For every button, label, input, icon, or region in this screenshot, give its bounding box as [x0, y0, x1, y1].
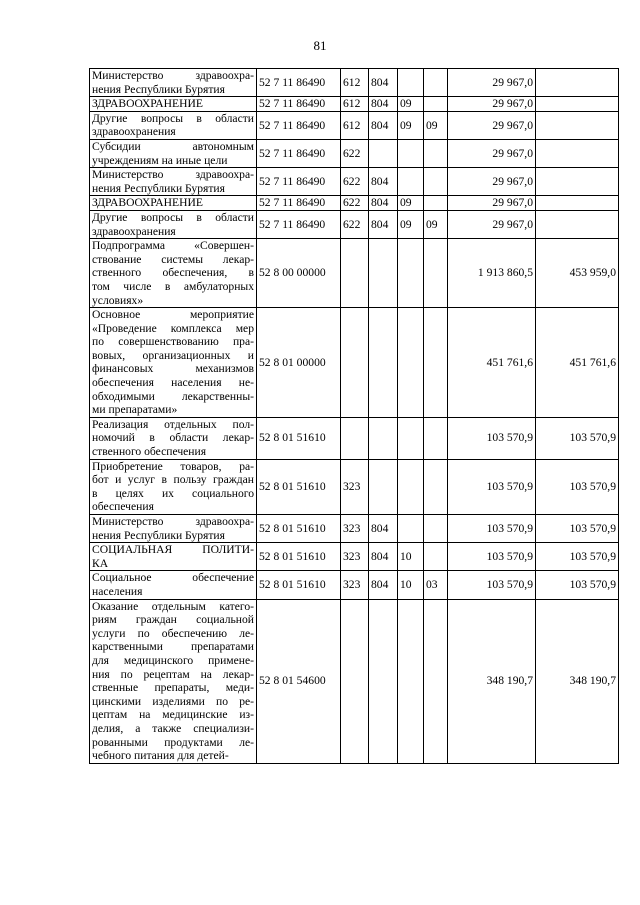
- ministry-code-cell: 804: [369, 97, 398, 112]
- item-name-line: нения Республики Бурятия: [92, 528, 225, 542]
- item-name-line: делия, а также специализи-: [92, 721, 254, 735]
- amount-1-cell: 103 570,9: [448, 571, 536, 599]
- expense-type-cell: [341, 308, 369, 418]
- subsection-cell: [424, 599, 448, 763]
- item-name-line: Министерство здравоохра-: [92, 168, 254, 182]
- ministry-code-cell: 804: [369, 196, 398, 211]
- item-name-line: том числе в амбулаторных: [92, 279, 254, 293]
- subsection-cell: [424, 168, 448, 196]
- item-name-line: ЗДРАВООХРАНЕНИЕ: [92, 97, 203, 111]
- amount-2-cell: 453 959,0: [536, 239, 619, 308]
- section-cell: 09: [398, 210, 424, 238]
- item-name-line: Основное мероприятие: [92, 308, 254, 322]
- target-article-cell: 52 7 11 86490: [257, 69, 341, 97]
- expense-type-cell: 612: [341, 111, 369, 139]
- amount-1-cell: 1 913 860,5: [448, 239, 536, 308]
- target-article-cell: 52 7 11 86490: [257, 97, 341, 112]
- amount-2-cell: 348 190,7: [536, 599, 619, 763]
- amount-2-cell: 103 570,9: [536, 543, 619, 571]
- item-name-cell: [90, 239, 257, 308]
- item-name-line: бот и услуг в пользу граждан: [92, 473, 254, 487]
- expense-type-cell: 622: [341, 210, 369, 238]
- table-row: [90, 571, 619, 599]
- amount-1-cell: 103 570,9: [448, 515, 536, 543]
- item-name-line: Другие вопросы в области: [92, 111, 254, 125]
- amount-1-cell: 29 967,0: [448, 139, 536, 167]
- subsection-cell: [424, 196, 448, 211]
- item-name-line: населения: [92, 584, 143, 598]
- table-row: [90, 139, 619, 167]
- subsection-cell: 09: [424, 210, 448, 238]
- amount-2-cell: [536, 97, 619, 112]
- amount-1-cell: 103 570,9: [448, 459, 536, 514]
- section-cell: [398, 168, 424, 196]
- ministry-code-cell: 804: [369, 210, 398, 238]
- subsection-cell: [424, 308, 448, 418]
- subsection-cell: [424, 515, 448, 543]
- item-name-line: ственного обеспечения, в: [92, 266, 254, 280]
- item-name-line: Реализация отдельных пол-: [92, 417, 254, 431]
- amount-2-cell: [536, 210, 619, 238]
- section-cell: [398, 139, 424, 167]
- expense-type-cell: 622: [341, 168, 369, 196]
- item-name-line: номочий в области лекар-: [92, 431, 254, 445]
- item-name-line: ния по рецептам на лекар-: [92, 667, 254, 681]
- section-cell: [398, 515, 424, 543]
- table-row: [90, 308, 619, 418]
- target-article-cell: 52 8 01 00000: [257, 308, 341, 418]
- expense-type-cell: [341, 599, 369, 763]
- table-row: [90, 543, 619, 571]
- section-cell: 10: [398, 543, 424, 571]
- item-name-line: ствование системы лекар-: [92, 252, 254, 266]
- item-name-line: ми препаратами»: [92, 403, 178, 417]
- table-row: [90, 97, 619, 112]
- amount-1-cell: 29 967,0: [448, 97, 536, 112]
- ministry-code-cell: 804: [369, 168, 398, 196]
- expense-type-cell: [341, 239, 369, 308]
- table-row: [90, 69, 619, 97]
- section-cell: [398, 417, 424, 459]
- amount-2-cell: 103 570,9: [536, 515, 619, 543]
- expense-type-cell: 323: [341, 459, 369, 514]
- item-name-cell: [90, 97, 257, 112]
- item-name-line: нения Республики Бурятия: [92, 82, 225, 96]
- subsection-cell: [424, 97, 448, 112]
- item-name-cell: [90, 417, 257, 459]
- item-name-cell: [90, 308, 257, 418]
- ministry-code-cell: [369, 459, 398, 514]
- target-article-cell: 52 7 11 86490: [257, 168, 341, 196]
- table-row: [90, 196, 619, 211]
- ministry-code-cell: [369, 239, 398, 308]
- item-name-line: Подпрограмма «Совершен-: [92, 239, 254, 253]
- expense-type-cell: 323: [341, 515, 369, 543]
- item-name-cell: [90, 543, 257, 571]
- item-name-line: СОЦИАЛЬНАЯ ПОЛИТИ-: [92, 543, 254, 557]
- expense-type-cell: 612: [341, 97, 369, 112]
- item-name-line: условиях»: [92, 293, 144, 307]
- section-cell: 10: [398, 571, 424, 599]
- item-name-line: ственного обеспечения: [92, 445, 207, 459]
- item-name-line: риям граждан социальной: [92, 613, 254, 627]
- item-name-line: Приобретение товаров, ра-: [92, 459, 254, 473]
- item-name-line: нения Республики Бурятия: [92, 181, 225, 195]
- expense-type-cell: 622: [341, 139, 369, 167]
- item-name-cell: [90, 69, 257, 97]
- table-row: [90, 515, 619, 543]
- table-row: [90, 599, 619, 763]
- item-name-line: вовых, организационных и: [92, 348, 254, 362]
- item-name-line: КА: [92, 556, 109, 570]
- ministry-code-cell: [369, 308, 398, 418]
- subsection-cell: [424, 417, 448, 459]
- ministry-code-cell: [369, 139, 398, 167]
- amount-1-cell: 348 190,7: [448, 599, 536, 763]
- item-name-line: учреждениям на иные цели: [92, 153, 228, 167]
- amount-2-cell: 103 570,9: [536, 571, 619, 599]
- item-name-line: обеспечения населения не-: [92, 376, 254, 390]
- item-name-line: услуги по обеспечению ле-: [92, 626, 254, 640]
- item-name-cell: [90, 459, 257, 514]
- item-name-line: цинскими изделиями по ре-: [92, 694, 254, 708]
- section-cell: 09: [398, 97, 424, 112]
- amount-2-cell: 451 761,6: [536, 308, 619, 418]
- section-cell: 09: [398, 196, 424, 211]
- item-name-line: цептам на медицинские из-: [92, 708, 254, 722]
- expense-type-cell: [341, 417, 369, 459]
- item-name-line: по совершенствованию пра-: [92, 335, 254, 349]
- expense-type-cell: 323: [341, 571, 369, 599]
- ministry-code-cell: [369, 417, 398, 459]
- item-name-line: Оказание отдельным катего-: [92, 599, 254, 613]
- item-name-line: ЗДРАВООХРАНЕНИЕ: [92, 196, 203, 210]
- item-name-line: ственные препараты, меди-: [92, 681, 254, 695]
- ministry-code-cell: 804: [369, 515, 398, 543]
- subsection-cell: [424, 69, 448, 97]
- item-name-line: карственными препаратами: [92, 640, 254, 654]
- subsection-cell: 03: [424, 571, 448, 599]
- amount-1-cell: 451 761,6: [448, 308, 536, 418]
- page-number: 81: [313, 38, 327, 53]
- item-name-line: Субсидии автономным: [92, 139, 254, 153]
- item-name-line: Социальное обеспечение: [92, 571, 254, 585]
- amount-1-cell: 103 570,9: [448, 417, 536, 459]
- target-article-cell: 52 8 01 51610: [257, 417, 341, 459]
- item-name-line: в целях их социального: [92, 486, 254, 500]
- amount-1-cell: 29 967,0: [448, 168, 536, 196]
- item-name-cell: [90, 571, 257, 599]
- ministry-code-cell: 804: [369, 111, 398, 139]
- expense-type-cell: 622: [341, 196, 369, 211]
- item-name-line: «Проведение комплекса мер: [92, 321, 254, 335]
- section-cell: [398, 599, 424, 763]
- amount-1-cell: 103 570,9: [448, 543, 536, 571]
- amount-2-cell: [536, 196, 619, 211]
- target-article-cell: 52 8 01 51610: [257, 543, 341, 571]
- table-row: [90, 111, 619, 139]
- item-name-line: обеспечения: [92, 500, 154, 514]
- target-article-cell: 52 7 11 86490: [257, 196, 341, 211]
- item-name-line: для медицинского примене-: [92, 653, 254, 667]
- item-name-cell: [90, 210, 257, 238]
- target-article-cell: 52 8 01 51610: [257, 459, 341, 514]
- subsection-cell: [424, 139, 448, 167]
- target-article-cell: 52 7 11 86490: [257, 111, 341, 139]
- amount-1-cell: 29 967,0: [448, 196, 536, 211]
- table-row: [90, 168, 619, 196]
- item-name-cell: [90, 599, 257, 763]
- amount-1-cell: 29 967,0: [448, 210, 536, 238]
- amount-2-cell: 103 570,9: [536, 417, 619, 459]
- item-name-line: чебного питания для детей-: [92, 749, 229, 763]
- subsection-cell: [424, 459, 448, 514]
- ministry-code-cell: [369, 599, 398, 763]
- subsection-cell: [424, 239, 448, 308]
- table-row: [90, 239, 619, 308]
- item-name-line: рованными продуктами ле-: [92, 735, 254, 749]
- ministry-code-cell: 804: [369, 571, 398, 599]
- target-article-cell: 52 8 01 51610: [257, 515, 341, 543]
- amount-2-cell: [536, 69, 619, 97]
- target-article-cell: 52 8 00 00000: [257, 239, 341, 308]
- table-row: [90, 210, 619, 238]
- item-name-line: Министерство здравоохра-: [92, 515, 254, 528]
- subsection-cell: 09: [424, 111, 448, 139]
- item-name-cell: [90, 168, 257, 196]
- subsection-cell: [424, 543, 448, 571]
- target-article-cell: 52 8 01 51610: [257, 571, 341, 599]
- amount-2-cell: 103 570,9: [536, 459, 619, 514]
- target-article-cell: 52 7 11 86490: [257, 210, 341, 238]
- expense-type-cell: 323: [341, 543, 369, 571]
- item-name-cell: [90, 111, 257, 139]
- item-name-cell: [90, 515, 257, 543]
- section-cell: [398, 239, 424, 308]
- target-article-cell: 52 8 01 54600: [257, 599, 341, 763]
- ministry-code-cell: 804: [369, 69, 398, 97]
- table-row: [90, 417, 619, 459]
- target-article-cell: 52 7 11 86490: [257, 139, 341, 167]
- ministry-code-cell: 804: [369, 543, 398, 571]
- item-name-line: Министерство здравоохра-: [92, 69, 254, 82]
- item-name-line: обходимыми лекарственны-: [92, 389, 254, 403]
- amount-2-cell: [536, 168, 619, 196]
- item-name-line: финансовых механизмов: [92, 362, 254, 376]
- section-cell: [398, 459, 424, 514]
- amount-1-cell: 29 967,0: [448, 111, 536, 139]
- item-name-line: здравоохранения: [92, 224, 176, 238]
- amount-1-cell: 29 967,0: [448, 69, 536, 97]
- section-cell: [398, 308, 424, 418]
- section-cell: [398, 69, 424, 97]
- item-name-cell: [90, 139, 257, 167]
- item-name-line: Другие вопросы в области: [92, 210, 254, 224]
- item-name-line: здравоохранения: [92, 125, 176, 139]
- table-row: [90, 459, 619, 514]
- amount-2-cell: [536, 139, 619, 167]
- item-name-cell: [90, 196, 257, 211]
- budget-table: [89, 68, 619, 764]
- amount-2-cell: [536, 111, 619, 139]
- section-cell: 09: [398, 111, 424, 139]
- expense-type-cell: 612: [341, 69, 369, 97]
